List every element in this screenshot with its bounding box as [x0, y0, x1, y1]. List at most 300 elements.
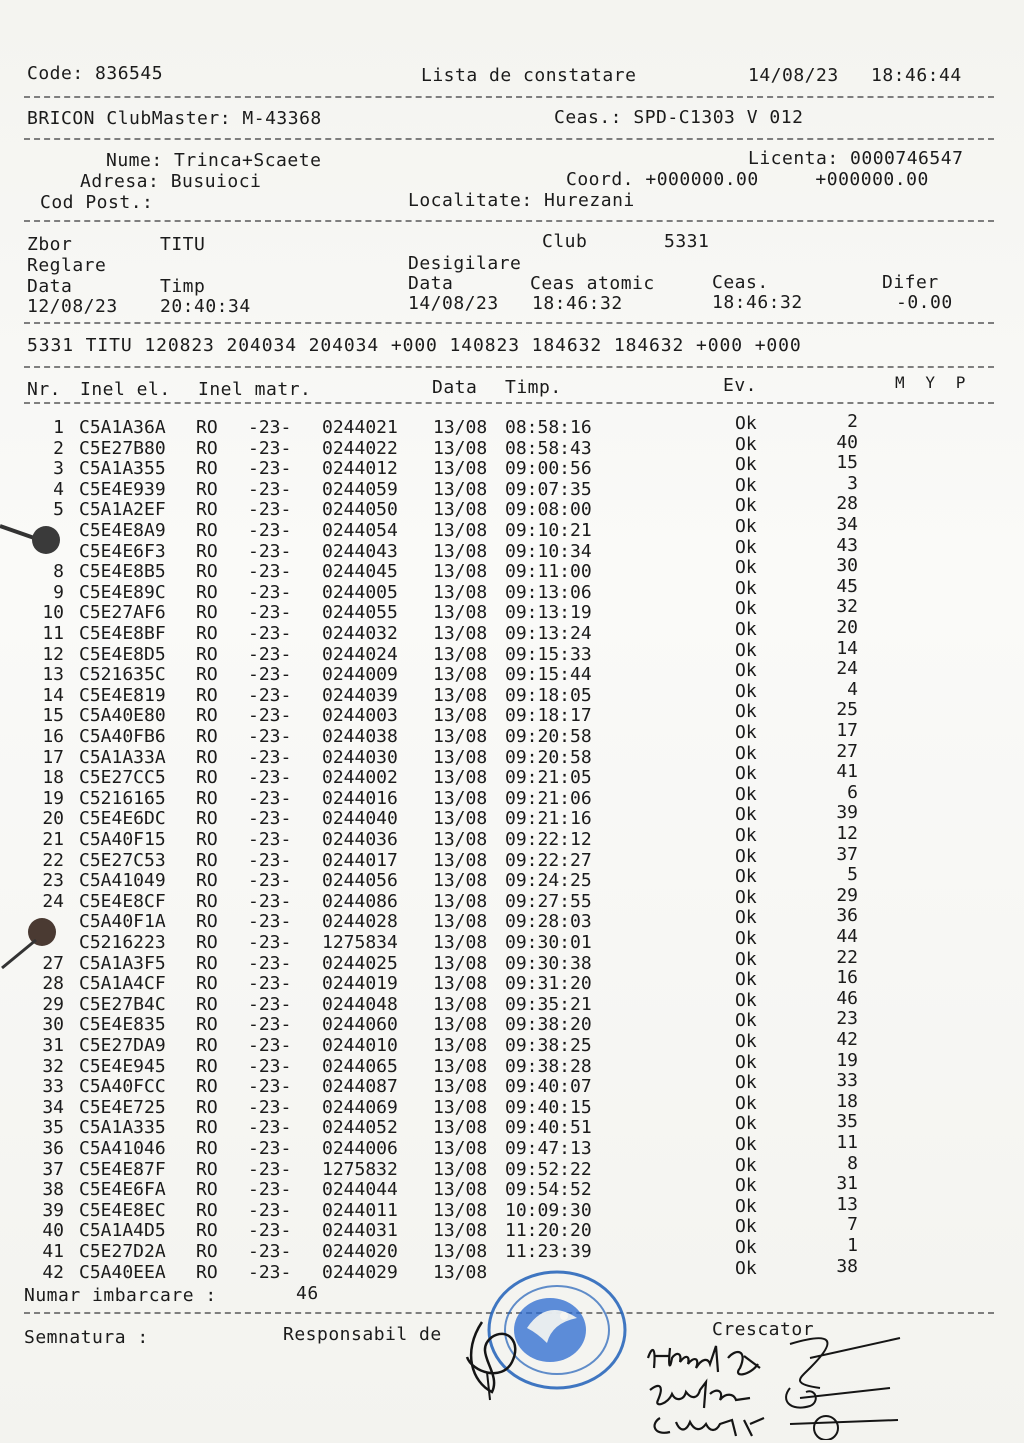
numar-imbarcare-value: 46 [296, 1283, 319, 1304]
ring-country: RO [196, 849, 218, 871]
ring-country: RO [196, 561, 218, 583]
event-status: Ok [735, 433, 757, 455]
ring-year: -23- [248, 499, 292, 521]
table-row [0, 1132, 1024, 1160]
event-status: Ok [735, 619, 757, 640]
placement: 6 [847, 781, 858, 803]
ring-number: 0244036 [322, 829, 398, 850]
arrival-date: 13/08 [433, 602, 488, 624]
ring-country: RO [196, 952, 218, 974]
ring-country: RO [196, 602, 218, 624]
ring-year: -23- [248, 437, 292, 459]
table-row [0, 1193, 1024, 1222]
ring-country: RO [196, 787, 218, 809]
ring-electronic: C5E27C53 [79, 849, 166, 871]
ring-year: -23- [248, 911, 292, 933]
placement: 38 [836, 1255, 858, 1277]
header-time: 18:46:44 [871, 65, 962, 86]
placement: 39 [836, 802, 858, 824]
arrival-time: 09:13:06 [505, 581, 592, 603]
ring-electronic: C5E27B4C [79, 993, 166, 1015]
table-row [0, 617, 1024, 645]
table-row [0, 781, 1024, 810]
placement: 22 [836, 946, 858, 968]
ring-number: 0244043 [322, 540, 398, 562]
row-number: 30 [42, 1014, 64, 1036]
row-number: 35 [42, 1117, 64, 1139]
zbor-label: Zbor [27, 234, 73, 255]
placement: 31 [836, 1173, 858, 1195]
col-nr: Nr. [27, 379, 62, 400]
ring-number: 0244087 [322, 1076, 398, 1098]
ring-country: RO [196, 1096, 218, 1118]
ring-electronic: C5E4E8BF [79, 623, 166, 644]
header-date: 14/08/23 [748, 65, 839, 86]
table-row [0, 596, 1024, 624]
event-status: Ok [735, 680, 757, 702]
row-number: 13 [42, 664, 64, 686]
placement: 42 [836, 1029, 858, 1050]
row-number: 1 [53, 417, 64, 438]
ring-number: 0244044 [322, 1179, 398, 1201]
ring-country: RO [196, 911, 218, 933]
reglare-label: Reglare [27, 255, 107, 276]
ring-country: RO [196, 1158, 218, 1180]
ring-year: -23- [248, 1035, 292, 1056]
ring-electronic: C5E4E835 [79, 1014, 166, 1036]
ring-electronic: C5E27D2A [79, 1241, 166, 1262]
ring-country: RO [196, 746, 218, 768]
ring-year: -23- [248, 520, 292, 541]
placement: 16 [836, 967, 858, 989]
code-label: Code: 836545 [27, 63, 164, 84]
arrival-time: 08:58:16 [505, 417, 592, 438]
ring-country: RO [196, 643, 218, 665]
atomic-time: 18:46:32 [532, 293, 623, 314]
arrival-date: 13/08 [433, 1179, 488, 1201]
ring-electronic: C5E27B80 [79, 437, 166, 459]
ring-country: RO [196, 540, 218, 562]
event-status: Ok [735, 804, 757, 826]
ring-number: 1275832 [322, 1158, 398, 1180]
row-number: 36 [42, 1138, 64, 1159]
ring-electronic: C5E4E6F3 [79, 540, 166, 562]
ring-electronic: C5A1A33A [79, 746, 166, 768]
event-status: Ok [735, 1092, 757, 1114]
club-label: Club [542, 231, 588, 252]
ring-year: -23- [248, 458, 292, 480]
table-row [0, 1173, 1024, 1201]
ring-country: RO [196, 973, 218, 995]
arrival-time: 09:30:38 [505, 952, 592, 974]
arrival-date: 13/08 [433, 993, 488, 1015]
placement: 25 [836, 699, 858, 721]
ring-year: -23- [248, 664, 292, 686]
ring-number: 0244030 [322, 746, 398, 768]
placement: 4 [847, 678, 858, 700]
placement: 28 [836, 493, 858, 515]
placement: 36 [836, 905, 858, 927]
table-row [0, 411, 1024, 439]
table-row [0, 431, 1024, 460]
owner-name: Nume: Trinca+Scaete [106, 150, 322, 171]
table-row [0, 658, 1024, 686]
arrival-date: 13/08 [433, 1261, 488, 1283]
ring-electronic: C5A1A4D5 [79, 1220, 166, 1242]
row-number: 41 [42, 1241, 64, 1262]
row-number: 18 [42, 767, 64, 789]
row-number: 32 [42, 1055, 64, 1077]
desig-data-label: Data [408, 273, 454, 294]
ring-number: 1275834 [322, 932, 398, 953]
ring-year: -23- [248, 1096, 292, 1118]
arrival-date: 13/08 [433, 808, 488, 830]
arrival-time: 09:38:28 [505, 1055, 592, 1077]
arrival-date: 13/08 [433, 1158, 488, 1180]
divider [24, 402, 994, 404]
table-row [0, 472, 1024, 501]
table-row [0, 1008, 1024, 1036]
placement: 20 [836, 617, 858, 638]
ring-electronic: C5A40FB6 [79, 726, 166, 747]
arrival-date: 13/08 [433, 684, 488, 706]
ring-number: 0244069 [322, 1096, 398, 1118]
ring-electronic: C5E4E8B5 [79, 561, 166, 583]
row-number: 33 [42, 1076, 64, 1098]
ring-year: -23- [248, 1261, 292, 1283]
row-number: 24 [42, 890, 64, 912]
event-status: Ok [735, 1257, 757, 1279]
table-row [0, 1152, 1024, 1181]
ring-country: RO [196, 726, 218, 747]
arrival-time: 11:23:39 [505, 1241, 592, 1262]
ring-number: 0244006 [322, 1138, 398, 1159]
event-status: Ok [735, 845, 757, 867]
placement: 29 [836, 884, 858, 906]
divider [24, 96, 994, 98]
event-status: Ok [735, 660, 757, 682]
placement: 27 [836, 740, 858, 762]
ring-electronic: C5E4E89C [79, 581, 166, 603]
ring-number: 0244021 [322, 417, 398, 438]
ring-number: 0244056 [322, 870, 398, 892]
table-row [0, 1214, 1024, 1242]
table-row [0, 1111, 1024, 1139]
hole-punch-mark [0, 514, 80, 564]
placement: 33 [836, 1070, 858, 1092]
row-number: 42 [42, 1261, 64, 1283]
table-row [0, 452, 1024, 480]
placement: 14 [836, 637, 858, 659]
ring-country: RO [196, 1199, 218, 1221]
ring-number: 0244060 [322, 1014, 398, 1036]
placement: 17 [836, 720, 858, 741]
arrival-date: 13/08 [433, 746, 488, 768]
table-row [0, 1049, 1024, 1078]
arrival-date: 13/08 [433, 870, 488, 892]
ring-electronic: C5A1A4CF [79, 973, 166, 995]
row-number: 9 [53, 581, 64, 603]
arrival-time: 09:21:16 [505, 808, 592, 830]
table-row [0, 575, 1024, 604]
club-value: 5331 [664, 231, 710, 252]
col-data: Data [432, 377, 478, 398]
row-number: 19 [42, 787, 64, 809]
table-row [0, 987, 1024, 1016]
arrival-time: 09:28:03 [505, 911, 592, 933]
ring-country: RO [196, 808, 218, 830]
ring-number: 0244031 [322, 1220, 398, 1242]
row-number: 28 [42, 973, 64, 995]
ring-year: -23- [248, 849, 292, 871]
ring-electronic: C5A40E80 [79, 705, 166, 727]
table-row [0, 864, 1024, 892]
col-ev: Ev. [723, 375, 758, 396]
reglare-date: 12/08/23 [27, 296, 118, 317]
ring-country: RO [196, 417, 218, 438]
placement: 41 [836, 761, 858, 783]
ring-year: -23- [248, 787, 292, 809]
arrival-time: 09:40:51 [505, 1117, 592, 1139]
row-number: 22 [42, 849, 64, 871]
ring-number: 0244086 [322, 890, 398, 912]
arrival-date: 13/08 [433, 664, 488, 686]
row-number: 11 [42, 623, 64, 644]
desigilare-label: Desigilare [408, 253, 522, 274]
event-status: Ok [735, 948, 757, 970]
arrival-date: 13/08 [433, 458, 488, 480]
ring-country: RO [196, 684, 218, 706]
arrival-date: 13/08 [433, 973, 488, 995]
row-number: 34 [42, 1096, 64, 1118]
placement: 46 [836, 987, 858, 1009]
table-row [0, 555, 1024, 583]
arrival-time: 09:07:35 [505, 478, 592, 500]
arrival-date: 13/08 [433, 478, 488, 500]
placement: 35 [836, 1111, 858, 1133]
ring-year: -23- [248, 870, 292, 892]
event-status: Ok [735, 701, 757, 723]
event-status: Ok [735, 1051, 757, 1073]
ring-number: 0244059 [322, 478, 398, 500]
arrival-time: 09:52:22 [505, 1158, 592, 1180]
event-status: Ok [735, 722, 757, 743]
placement: 19 [836, 1049, 858, 1071]
ring-year: -23- [248, 1014, 292, 1036]
event-status: Ok [735, 886, 757, 908]
ring-country: RO [196, 1076, 218, 1098]
table-row [0, 946, 1024, 975]
zbor-value: TITU [160, 234, 206, 255]
ring-year: -23- [248, 1076, 292, 1098]
event-status: Ok [735, 1237, 757, 1258]
divider [24, 322, 994, 324]
ring-country: RO [196, 829, 218, 850]
timp-label: Timp [160, 276, 206, 297]
arrival-date: 13/08 [433, 890, 488, 912]
ring-electronic: C5E4E87F [79, 1158, 166, 1180]
event-status: Ok [735, 495, 757, 517]
arrival-time: 09:20:58 [505, 726, 592, 747]
ring-year: -23- [248, 1158, 292, 1180]
ring-year: -23- [248, 829, 292, 850]
arrival-time: 09:21:06 [505, 787, 592, 809]
row-number: 39 [42, 1199, 64, 1221]
document-title: Lista de constatare [421, 65, 637, 86]
arrival-time: 09:22:27 [505, 849, 592, 871]
ring-country: RO [196, 581, 218, 603]
event-status: Ok [735, 1072, 757, 1094]
ring-number: 0244016 [322, 787, 398, 809]
ring-number: 0244038 [322, 726, 398, 747]
hole-punch-mark [0, 914, 80, 974]
ring-year: -23- [248, 1179, 292, 1201]
arrival-time: 09:10:21 [505, 520, 592, 541]
placement: 32 [836, 596, 858, 618]
ring-number: 0244045 [322, 561, 398, 583]
table-row [0, 761, 1024, 789]
ring-number: 0244029 [322, 1261, 398, 1283]
license-number: Licenta: 0000746547 [748, 148, 964, 169]
ring-electronic: C5E27AF6 [79, 602, 166, 624]
row-number: 17 [42, 746, 64, 768]
data-label: Data [27, 276, 73, 297]
event-status: Ok [735, 1154, 757, 1176]
ring-number: 0244009 [322, 664, 398, 686]
arrival-time: 09:47:13 [505, 1138, 592, 1159]
event-status: Ok [735, 1113, 757, 1135]
ring-number: 0244003 [322, 705, 398, 727]
ring-electronic: C5A41046 [79, 1138, 166, 1159]
ring-electronic: C5E4E6DC [79, 808, 166, 830]
event-status: Ok [735, 907, 757, 929]
row-number: 20 [42, 808, 64, 830]
ring-country: RO [196, 664, 218, 686]
col-myp: M Y P [895, 373, 966, 392]
arrival-time: 09:00:56 [505, 458, 592, 480]
arrival-time: 09:31:20 [505, 973, 592, 995]
ring-number: 0244017 [322, 849, 398, 871]
arrival-date: 13/08 [433, 726, 488, 747]
ring-country: RO [196, 932, 218, 953]
row-number: 40 [42, 1220, 64, 1242]
arrival-date: 13/08 [433, 1117, 488, 1139]
placement: 40 [836, 431, 858, 453]
table-row [0, 884, 1024, 913]
arrival-time: 09:35:21 [505, 993, 592, 1015]
row-number: 23 [42, 870, 64, 892]
ring-country: RO [196, 499, 218, 521]
ring-country: RO [196, 767, 218, 789]
table-row [0, 823, 1024, 851]
ring-electronic: C5A1A36A [79, 417, 166, 438]
arrival-time: 09:13:24 [505, 623, 592, 644]
ring-country: RO [196, 520, 218, 541]
ring-number: 0244020 [322, 1241, 398, 1262]
arrival-time: 09:15:33 [505, 643, 592, 665]
ring-number: 0244002 [322, 767, 398, 789]
event-status: Ok [735, 866, 757, 888]
ring-electronic: C5E27CC5 [79, 767, 166, 789]
arrival-date: 13/08 [433, 1220, 488, 1242]
event-status: Ok [735, 763, 757, 785]
ring-country: RO [196, 1117, 218, 1139]
ring-year: -23- [248, 993, 292, 1015]
placement: 30 [836, 555, 858, 577]
arrival-time: 09:08:00 [505, 499, 592, 521]
ring-electronic: C5216223 [79, 932, 166, 953]
arrival-time: 09:20:58 [505, 746, 592, 768]
arrival-date: 13/08 [433, 932, 488, 953]
responsabil-label: Responsabil de [283, 1324, 442, 1345]
ring-electronic: C5A1A335 [79, 1117, 166, 1139]
ring-year: -23- [248, 973, 292, 995]
arrival-date: 13/08 [433, 581, 488, 603]
ring-number: 0244010 [322, 1035, 398, 1056]
arrival-time: 09:13:19 [505, 602, 592, 624]
row-number: 29 [42, 993, 64, 1015]
arrival-time: 09:11:00 [505, 561, 592, 583]
table-row [0, 699, 1024, 727]
ring-year: -23- [248, 932, 292, 953]
ring-year: -23- [248, 540, 292, 562]
ring-electronic: C5A1A2EF [79, 499, 166, 521]
event-status: Ok [735, 454, 757, 476]
ring-year: -23- [248, 623, 292, 644]
summary-line: 5331 TITU 120823 204034 204034 +000 140823 184632 184632 +000 +000 [27, 335, 802, 356]
col-timp: Timp. [505, 377, 562, 398]
placement: 13 [836, 1193, 858, 1215]
ceas-atomic-label: Ceas atomic [530, 273, 655, 294]
arrival-date: 13/08 [433, 417, 488, 438]
event-status: Ok [735, 742, 757, 764]
col-inel-matr: Inel matr. [198, 379, 312, 400]
arrival-time: 09:15:44 [505, 664, 592, 686]
clock-label: Ceas.: SPD-C1303 V 012 [554, 107, 804, 128]
ring-country: RO [196, 437, 218, 459]
coordinates: Coord. +000000.00 +000000.00 [566, 169, 929, 190]
placement: 12 [836, 823, 858, 844]
arrival-time: 09:22:12 [505, 829, 592, 850]
ring-year: -23- [248, 1138, 292, 1159]
responsabil-signature [452, 1312, 542, 1402]
arrival-time: 09:18:17 [505, 705, 592, 727]
arrival-time: 09:38:20 [505, 1014, 592, 1036]
row-number: 21 [42, 829, 64, 850]
ring-year: -23- [248, 767, 292, 789]
event-status: Ok [735, 928, 757, 949]
ring-year: -23- [248, 478, 292, 500]
col-inel-el: Inel el. [80, 379, 171, 400]
row-number: 3 [53, 458, 64, 480]
table-row [0, 843, 1024, 872]
arrival-date: 13/08 [433, 705, 488, 727]
placement: 15 [836, 452, 858, 474]
arrival-time: 09:27:55 [505, 890, 592, 912]
ring-number: 0244022 [322, 437, 398, 459]
ring-year: -23- [248, 1241, 292, 1262]
locality: Localitate: Hurezani [408, 190, 635, 211]
ring-year: -23- [248, 602, 292, 624]
arrival-date: 13/08 [433, 1035, 488, 1056]
row-number: 2 [53, 437, 64, 459]
arrival-date: 13/08 [433, 829, 488, 850]
ring-electronic: C5A40FCC [79, 1076, 166, 1098]
ring-number: 0244011 [322, 1199, 398, 1221]
arrival-date: 13/08 [433, 499, 488, 521]
placement: 11 [836, 1132, 858, 1153]
arrival-time: 09:38:25 [505, 1035, 592, 1056]
